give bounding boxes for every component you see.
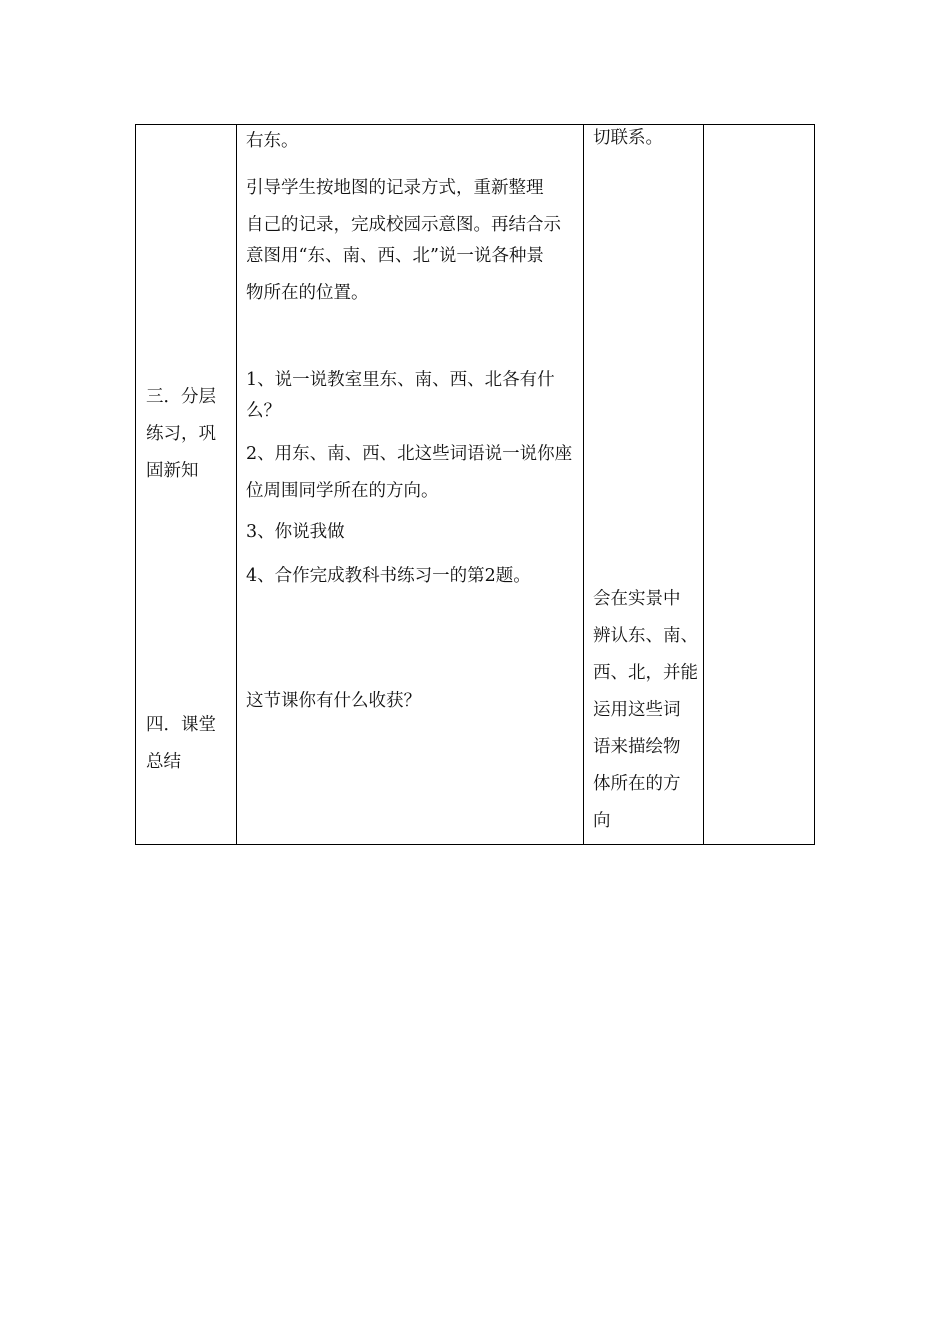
practice-stage-line: 三．分层	[146, 387, 216, 407]
objective-line: 西、北，并能	[593, 663, 698, 683]
practice-item-line: 1、说一说教室里东、南、西、北各有什	[246, 370, 555, 390]
summary-stage-line: 四．课堂	[146, 715, 216, 735]
practice-item-line: 4、合作完成教科书练习一的第2题。	[246, 566, 531, 586]
column-divider	[236, 125, 237, 844]
practice-item-line: 位周围同学所在的方向。	[246, 481, 439, 501]
practice-item-line: 么？	[246, 401, 281, 421]
objective-line: 会在实景中	[593, 589, 681, 609]
map-guidance-line: 引导学生按地图的记录方式，重新整理	[246, 178, 544, 198]
practice-stage-line: 练习，巩	[146, 424, 216, 444]
lesson-plan-table	[135, 124, 815, 845]
objective-line: 辨认东、南、	[593, 626, 698, 646]
summary-stage-line: 总结	[146, 752, 181, 772]
map-guidance-line: 意图用“东、南、西、北”说一说各种景	[246, 246, 544, 266]
summary-question: 这节课你有什么收获？	[246, 691, 421, 711]
objective-line: 语来描绘物	[593, 737, 681, 757]
map-guidance-line: 物所在的位置。	[246, 283, 369, 303]
practice-item-line: 3、你说我做	[246, 522, 345, 542]
practice-item-line: 2、用东、南、西、北这些词语说一说你座	[246, 444, 573, 464]
column-divider	[703, 125, 704, 844]
practice-stage-line: 固新知	[146, 461, 199, 481]
objective-line: 体所在的方	[593, 774, 681, 794]
column-divider	[583, 125, 584, 844]
objective-line: 向	[593, 811, 611, 831]
objective-line: 运用这些词	[593, 700, 681, 720]
activity-continued-line: 右东。	[246, 131, 299, 151]
map-guidance-line: 自己的记录，完成校园示意图。再结合示	[246, 215, 561, 235]
intent-continued-line: 切联系。	[593, 128, 663, 148]
